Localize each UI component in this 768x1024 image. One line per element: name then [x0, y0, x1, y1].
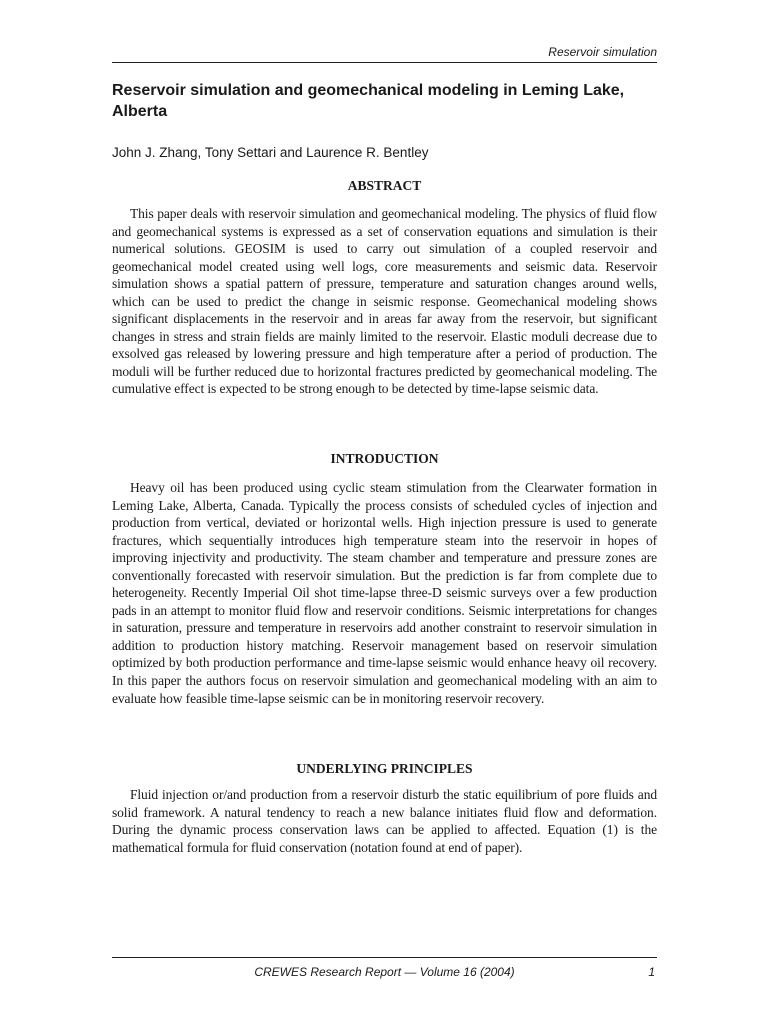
footer-journal: CREWES Research Report — Volume 16 (2004) [254, 965, 515, 979]
principles-heading: UNDERLYING PRINCIPLES [296, 761, 473, 776]
paper-authors: John J. Zhang, Tony Settari and Laurence R. Bentley [112, 145, 429, 160]
abstract-paragraph: This paper deals with reservoir simulation and geomechanical modeling. The physics of fluid flow and geomechanical systems is expressed as a set of conservation equations and simulation is their numerical solutions. GEOSIM is used to carry out simulation of a coupled reservoir and geomechanical model created using well logs, core measurements and seismic data. Reservoir simulation shows a spatial pattern of pressure, temperature and saturation changes around wells, which can be used to predict the change in seismic response. Geomechanical modeling shows significant displacements in the reservoir and in areas far away from the reservoir, but significant changes in stress and strain fields are mainly limited to the reservoir. Elastic moduli decrease due to exsolved gas released by lowering pressure and high temperature after a period of production. The moduli will be further reduced due to horizontal fractures predicted by geomechanical modeling. The cumulative effect is expected to be strong enough to be detected by time-lapse seismic data. [112, 206, 657, 397]
abstract-heading: ABSTRACT [347, 178, 422, 193]
introduction-paragraph: Heavy oil has been produced using cyclic steam stimulation from the Clearwater formation in Leming Lake, Alberta, Canada. Typically the process consists of scheduled cycles of injection and production from vertical, deviated or horizontal wells. High injection pressure is used to generate fractures, which sequentially introduces high temperature steam into the reservoir in hopes of improving injectivity and productivity. The steam chamber and temperature and pressure zones are conventionally forecasted with reservoir simulation. But the prediction is far from complete due to heterogeneity. Recently Imperial Oil shot time-lapse three-D seismic surveys over a few production pads in an attempt to monitor fluid flow and reservoir conditions. Seismic interpretations for changes in saturation, pressure and temperature in reservoirs add another constraint to reservoir simulation in addition to production history matching. Reservoir management based on reservoir simulation optimized by both production performance and time-lapse seismic would enhance heavy oil recovery. In this paper the authors focus on reservoir simulation and geomechanical modeling with an aim to evaluate how feasible time-lapse seismic can be in monitoring reservoir recovery. [112, 480, 657, 706]
page-footer [112, 957, 657, 982]
paper-title: Reservoir simulation and geomechanical modeling in Leming Lake, Alberta [112, 82, 625, 120]
running-title: Reservoir simulation [548, 45, 657, 59]
principles-paragraph: Fluid injection or/and production from a reservoir disturb the static equilibrium of pore fluids and solid framework. A natural tendency to reach a new balance initiates fluid flow and deformation. During the dynamic process conservation laws can be applied to affected. Equation (1) is the mathematical formula for fluid conservation (notation found at end of paper). [112, 787, 657, 855]
running-header [112, 44, 657, 63]
introduction-heading: INTRODUCTION [330, 451, 439, 466]
page-number: 1 [648, 965, 655, 979]
